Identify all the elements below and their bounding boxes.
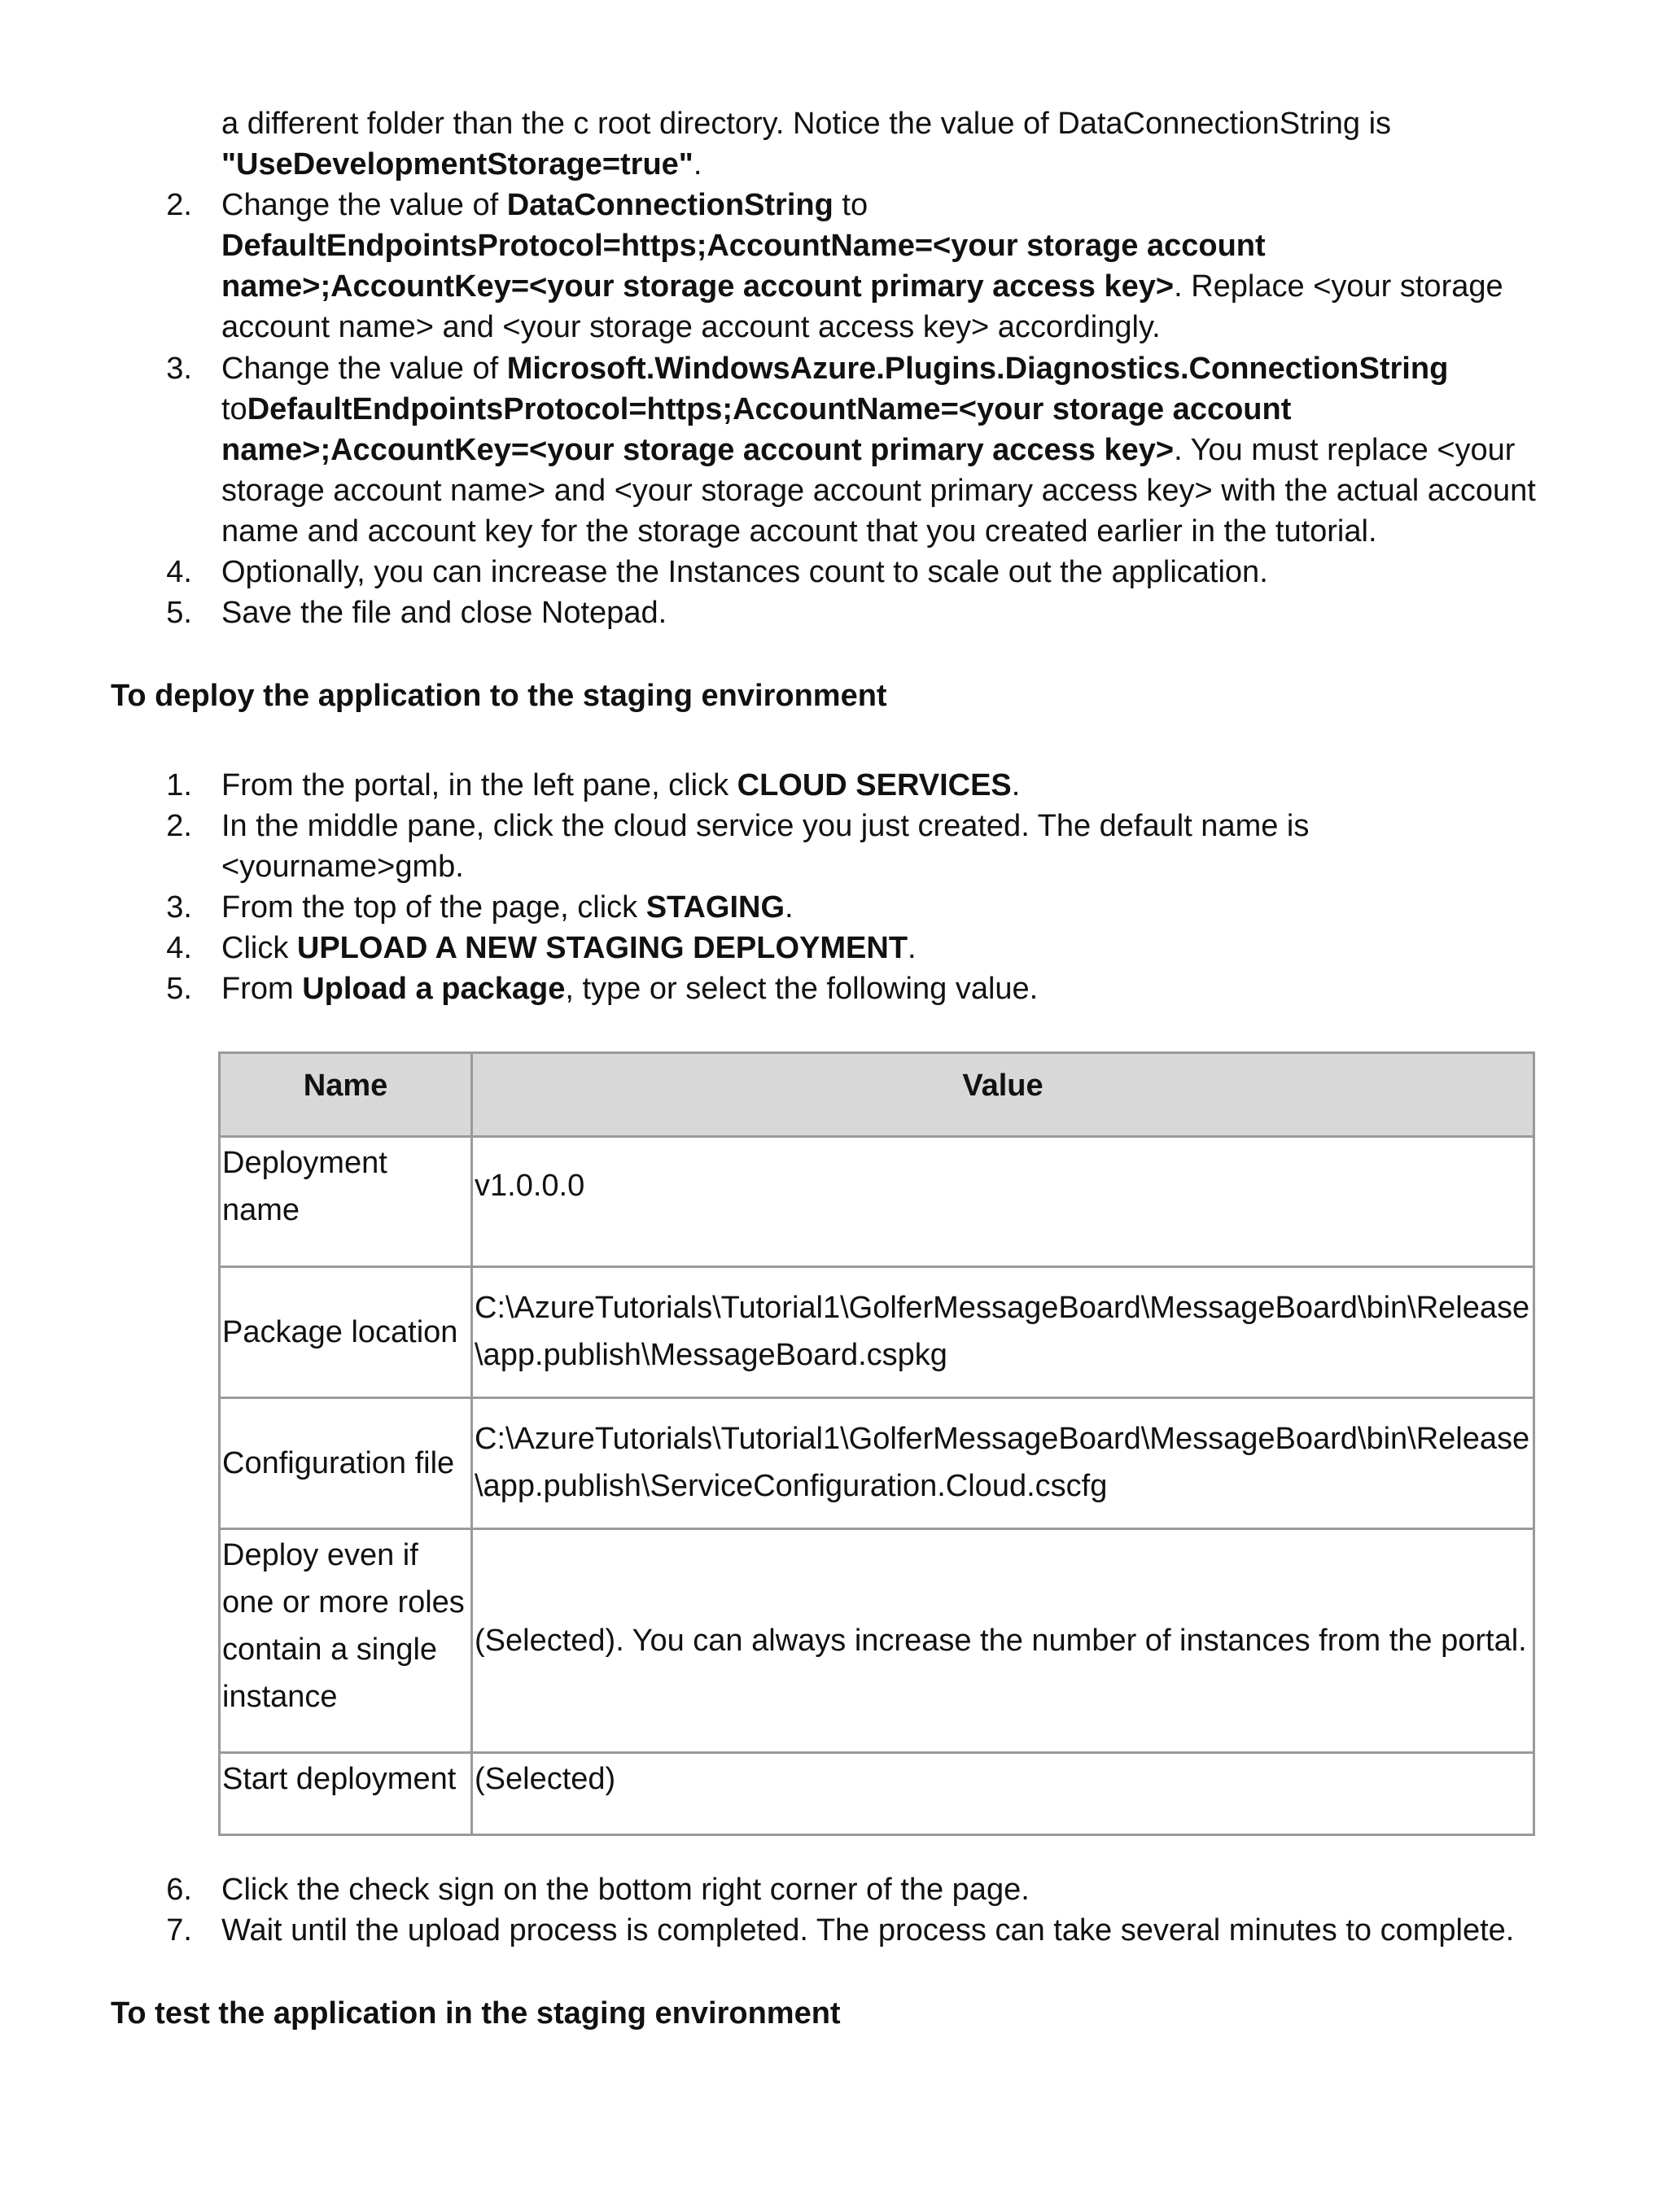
row-value-cell: C:\AzureTutorials\Tutorial1\GolferMessageBoard\MessageBoard\bin\Release \app.publish\MessageBoard.cspkg [475, 1291, 1530, 1372]
header-value: Value [962, 1069, 1044, 1103]
row-name-cell: Start deployment [221, 1754, 473, 1834]
list-number: 4. [166, 555, 192, 589]
table-row [221, 1135, 1533, 1266]
deploy-step-3: From the top of the page, click STAGING. [221, 890, 794, 925]
section-heading-deploy: To deploy the application to the staging environment [111, 679, 887, 713]
row-value-cell: (Selected) [475, 1762, 616, 1796]
list-number: 6. [166, 1873, 192, 1907]
row-name-cell: Package location [221, 1268, 473, 1397]
continuation-line-1: a different folder than the c root directory. Notice the value of DataConnectionString is [221, 107, 1392, 141]
upload-package-table [218, 1051, 1535, 1836]
table-row [221, 1397, 1533, 1528]
deploy-step-6: Click the check sign on the bottom right corner of the page. [221, 1873, 1030, 1907]
config-step-3-line-1: Change the value of Microsoft.WindowsAzure.Plugins.Diagnostics.ConnectionString [221, 352, 1449, 386]
config-step-2-line-1: Change the value of DataConnectionString to [221, 188, 869, 222]
deploy-step-5: From Upload a package, type or select the following value. [221, 972, 1039, 1006]
row-name-cell: Deployment name [221, 1138, 473, 1266]
config-step-3-line-4: storage account name> and <your storage account primary access key> with the actual account [221, 474, 1536, 508]
config-step-2-line-3: name>;AccountKey=<your storage account primary access key>. Replace <your storage [221, 269, 1503, 304]
config-step-3-line-2: toDefaultEndpointsProtocol=https;AccountName=<your storage account [221, 392, 1292, 426]
list-number: 5. [166, 972, 192, 1006]
list-number: 2. [166, 809, 192, 843]
config-step-2-line-4: account name> and <your storage account access key> accordingly. [221, 310, 1161, 344]
list-number: 1. [166, 768, 192, 802]
list-number: 5. [166, 596, 192, 630]
table-header-row [221, 1054, 1533, 1135]
table-row [221, 1266, 1533, 1397]
list-number: 7. [166, 1913, 192, 1948]
header-name: Name [221, 1054, 473, 1135]
row-name-cell: Configuration file [221, 1399, 473, 1528]
list-number: 4. [166, 931, 192, 965]
config-step-3-line-5: name and account key for the storage account that you created earlier in the tutorial. [221, 514, 1377, 549]
config-step-2-line-2: DefaultEndpointsProtocol=https;AccountName=<your storage account [221, 229, 1266, 263]
list-number: 2. [166, 188, 192, 222]
deploy-step-4: Click UPLOAD A NEW STAGING DEPLOYMENT. [221, 931, 917, 965]
row-value-cell: (Selected). You can always increase the number of instances from the portal. [475, 1624, 1527, 1658]
deploy-step-1: From the portal, in the left pane, click CLOUD SERVICES. [221, 768, 1021, 802]
row-value-cell: C:\AzureTutorials\Tutorial1\GolferMessageBoard\MessageBoard\bin\Release \app.publish\ServiceConfiguration.Cloud.cscfg [475, 1422, 1530, 1503]
deploy-step-2-line-2: <yourname>gmb. [221, 850, 464, 884]
table-row [221, 1528, 1533, 1751]
list-number: 3. [166, 352, 192, 386]
continuation-line-2: "UseDevelopmentStorage=true". [221, 147, 702, 181]
config-step-3-line-3: name>;AccountKey=<your storage account primary access key>. You must replace <your [221, 433, 1516, 467]
section-heading-test: To test the application in the staging environment [111, 1996, 841, 2031]
config-step-5: Save the file and close Notepad. [221, 596, 667, 630]
list-number: 3. [166, 890, 192, 925]
deploy-step-2-line-1: In the middle pane, click the cloud service you just created. The default name is [221, 809, 1310, 843]
row-name-cell: Deploy even if one or more roles contain a single instance [221, 1530, 473, 1751]
row-value-cell: v1.0.0.0 [475, 1169, 585, 1203]
deploy-step-7: Wait until the upload process is completed. The process can take several minutes to complete. [221, 1913, 1515, 1948]
table-row [221, 1751, 1533, 1834]
config-step-4: Optionally, you can increase the Instances count to scale out the application. [221, 555, 1268, 589]
